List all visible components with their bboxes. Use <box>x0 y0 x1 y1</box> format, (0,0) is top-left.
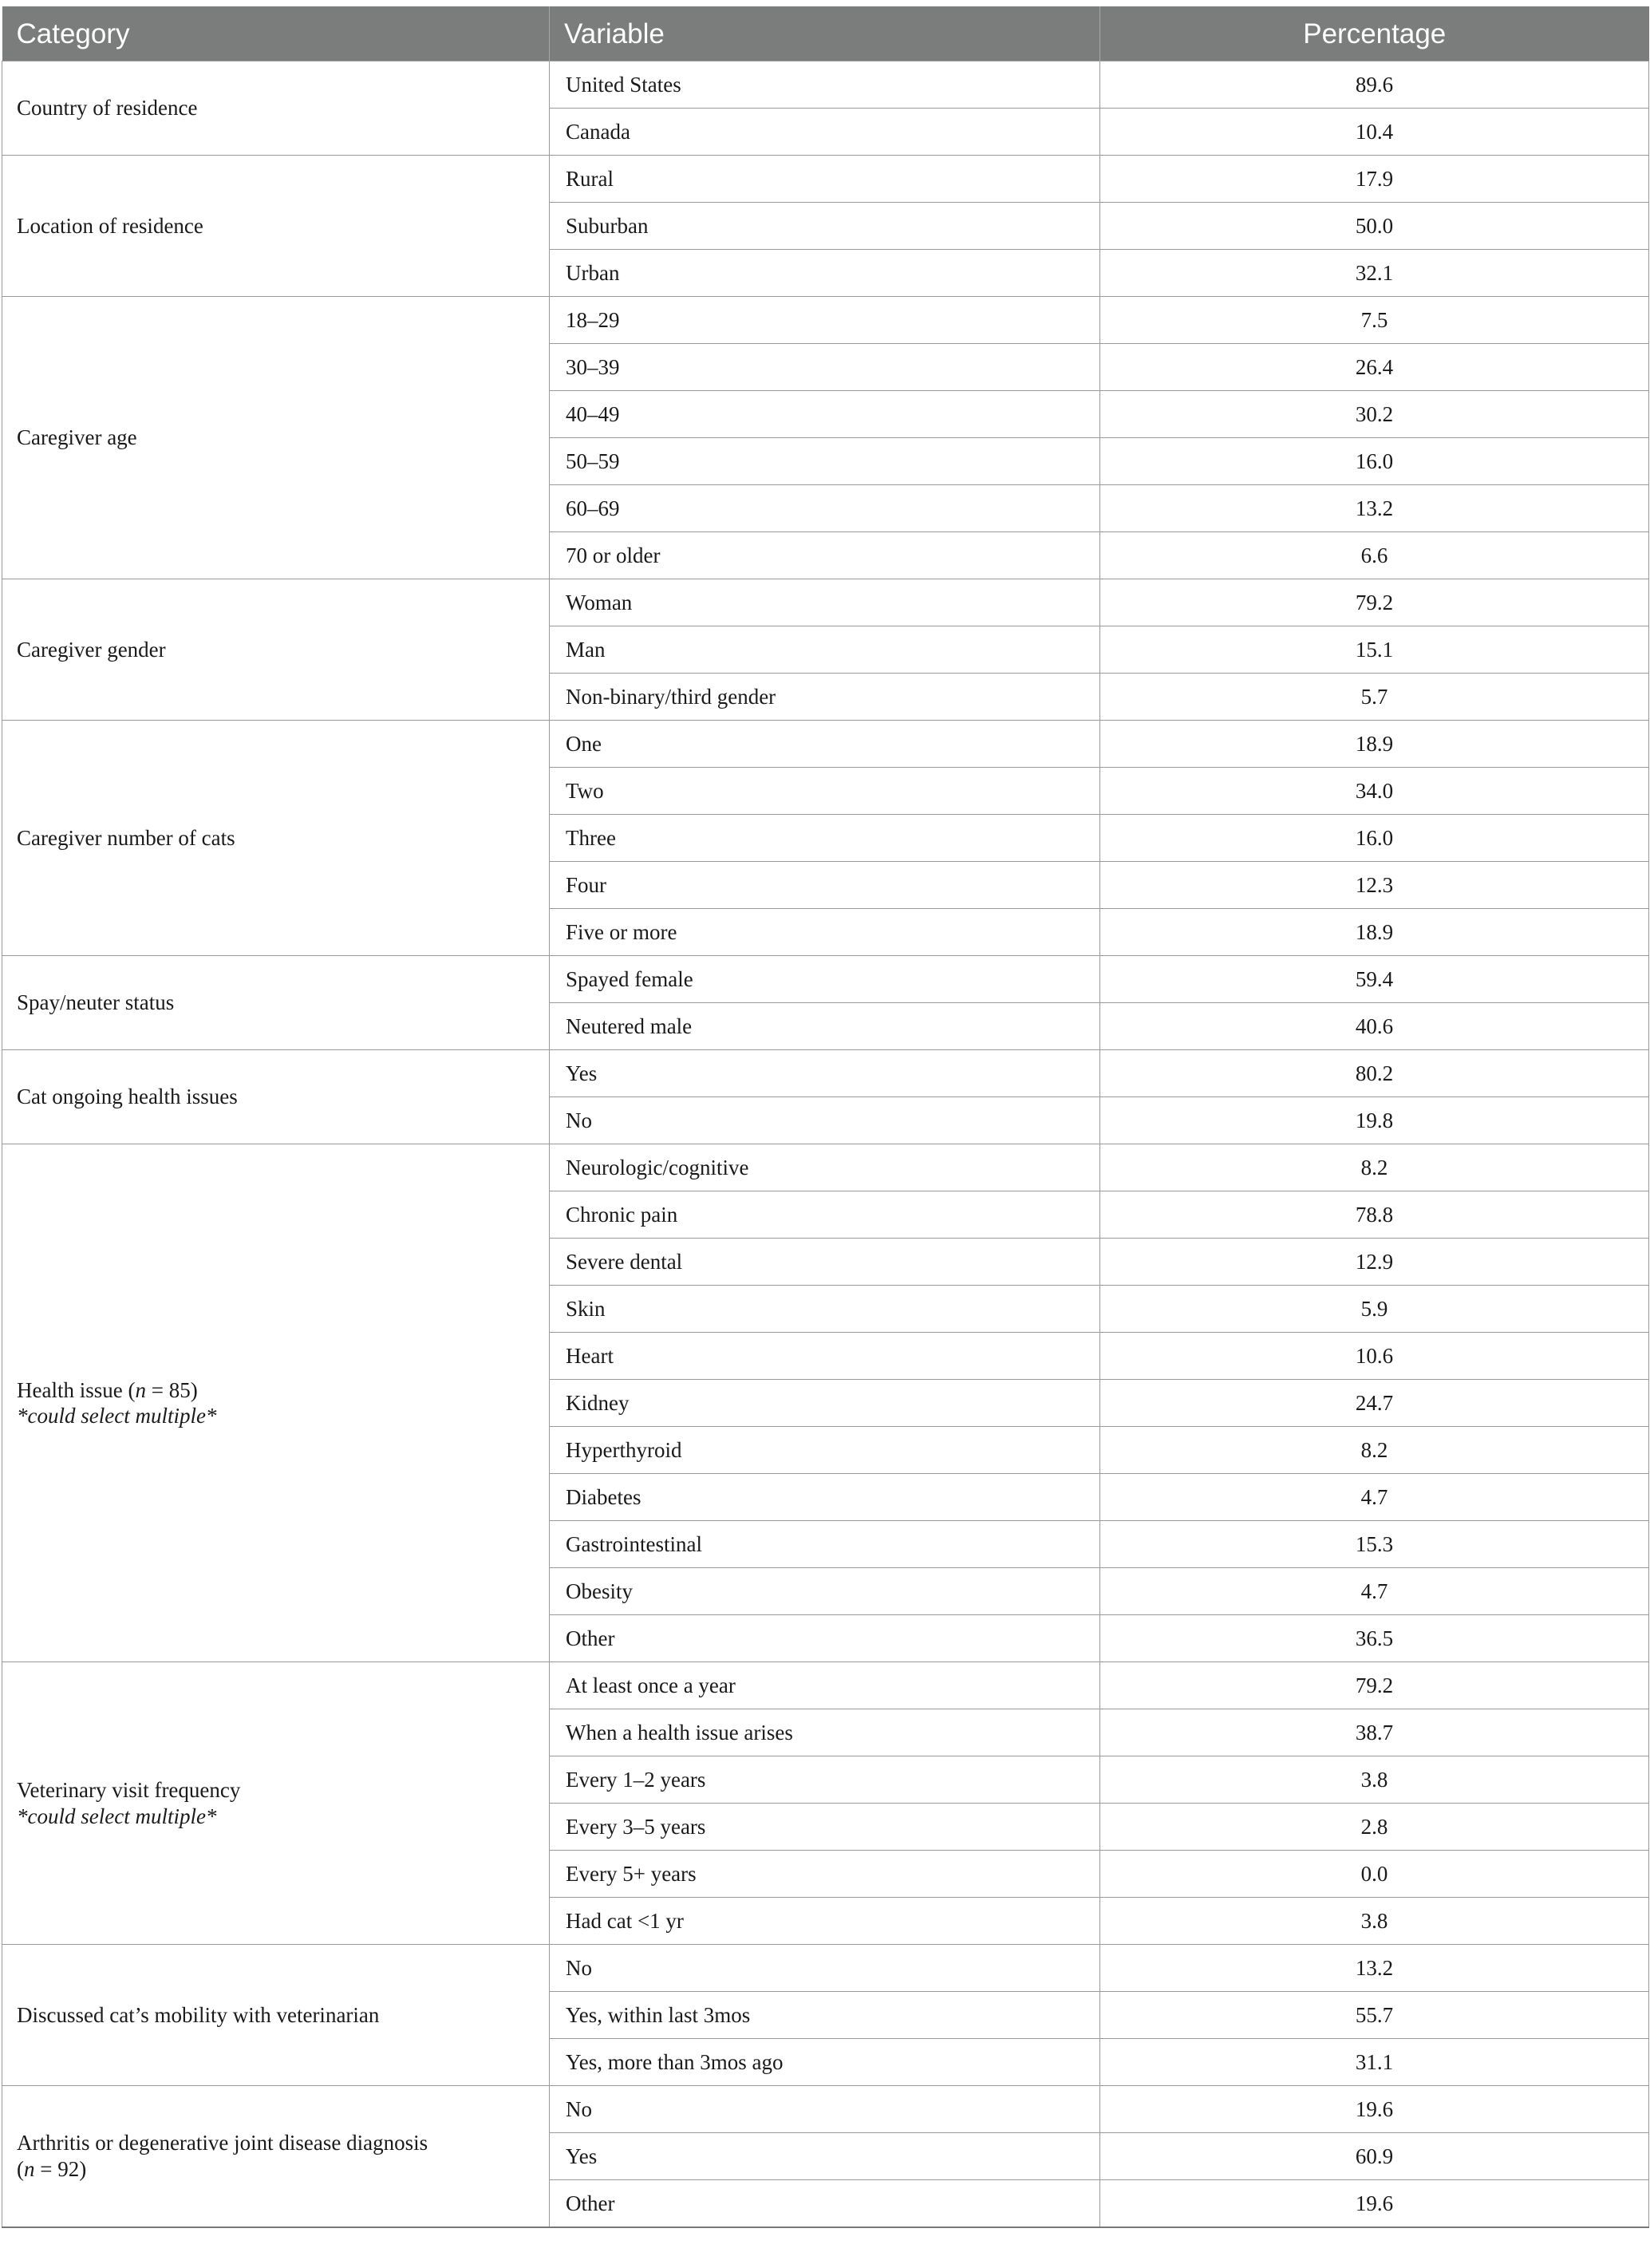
variable-cell: Four <box>550 862 1100 909</box>
variable-cell: Yes <box>550 2133 1100 2180</box>
category-n-value: = 85) <box>145 1377 198 1402</box>
table-row <box>2 721 1649 768</box>
variable-cell: Man <box>550 626 1100 674</box>
percentage-cell: 12.9 <box>1100 1239 1649 1286</box>
variable-cell: Every 1–2 years <box>550 1756 1100 1804</box>
percentage-cell: 34.0 <box>1100 768 1649 815</box>
percentage-cell: 5.7 <box>1100 674 1649 721</box>
variable-cell: Three <box>550 815 1100 862</box>
table-row <box>2 61 1649 109</box>
category-label: Spay/neuter status <box>17 990 175 1015</box>
percentage-cell: 5.9 <box>1100 1286 1649 1333</box>
variable-cell: United States <box>550 61 1100 109</box>
percentage-cell: 2.8 <box>1100 1804 1649 1851</box>
category-cell <box>2 1144 550 1662</box>
variable-cell: Diabetes <box>550 1474 1100 1521</box>
percentage-cell: 26.4 <box>1100 344 1649 391</box>
header-variable: Variable <box>550 7 1100 61</box>
category-cell <box>2 2086 550 2227</box>
percentage-cell: 10.6 <box>1100 1333 1649 1380</box>
category-label: Country of residence <box>17 96 198 121</box>
variable-cell: No <box>550 2086 1100 2133</box>
percentage-cell: 38.7 <box>1100 1709 1649 1756</box>
table-row <box>2 1144 1649 1191</box>
percentage-cell: 8.2 <box>1100 1144 1649 1191</box>
demographics-table <box>2 6 1649 2228</box>
percentage-cell: 24.7 <box>1100 1380 1649 1427</box>
variable-cell: Yes <box>550 1050 1100 1097</box>
variable-cell: Had cat <1 yr <box>550 1898 1100 1945</box>
percentage-cell: 89.6 <box>1100 61 1649 109</box>
variable-cell: No <box>550 1945 1100 1992</box>
percentage-cell: 18.9 <box>1100 721 1649 768</box>
percentage-cell: 55.7 <box>1100 1992 1649 2039</box>
table-header <box>2 7 1649 61</box>
variable-cell: Non-binary/third gender <box>550 674 1100 721</box>
category-n-open: ( <box>17 2156 24 2181</box>
table-row <box>2 297 1649 344</box>
table-row <box>2 1662 1649 1709</box>
variable-cell: Heart <box>550 1333 1100 1380</box>
category-cell <box>2 297 550 579</box>
percentage-cell: 50.0 <box>1100 203 1649 250</box>
category-cell <box>2 1945 550 2086</box>
category-cell <box>2 156 550 297</box>
variable-cell: Skin <box>550 1286 1100 1333</box>
header-percentage: Percentage <box>1100 7 1649 61</box>
variable-cell: Chronic pain <box>550 1191 1100 1239</box>
percentage-cell: 8.2 <box>1100 1427 1649 1474</box>
category-n-value: = 92) <box>34 2156 87 2181</box>
category-cell <box>2 721 550 956</box>
variable-cell: Yes, more than 3mos ago <box>550 2039 1100 2086</box>
variable-cell: Every 5+ years <box>550 1851 1100 1898</box>
variable-cell: Five or more <box>550 909 1100 956</box>
variable-cell: Yes, within last 3mos <box>550 1992 1100 2039</box>
category-cell <box>2 1662 550 1945</box>
header-row <box>2 7 1649 61</box>
category-cell <box>2 1050 550 1144</box>
category-label: Caregiver age <box>17 425 137 450</box>
percentage-cell: 19.8 <box>1100 1097 1649 1144</box>
percentage-cell: 18.9 <box>1100 909 1649 956</box>
variable-cell: Spayed female <box>550 956 1100 1003</box>
variable-cell: Obesity <box>550 1568 1100 1615</box>
variable-cell: 70 or older <box>550 532 1100 579</box>
category-n-symbol: n <box>24 2156 35 2181</box>
category-n-symbol: n <box>135 1377 146 1402</box>
percentage-cell: 78.8 <box>1100 1191 1649 1239</box>
percentage-cell: 0.0 <box>1100 1851 1649 1898</box>
percentage-cell: 80.2 <box>1100 1050 1649 1097</box>
variable-cell: One <box>550 721 1100 768</box>
percentage-cell: 30.2 <box>1100 391 1649 438</box>
variable-cell: Every 3–5 years <box>550 1804 1100 1851</box>
percentage-cell: 16.0 <box>1100 815 1649 862</box>
variable-cell: At least once a year <box>550 1662 1100 1709</box>
variable-cell: 30–39 <box>550 344 1100 391</box>
percentage-cell: 13.2 <box>1100 1945 1649 1992</box>
percentage-cell: 12.3 <box>1100 862 1649 909</box>
table-row <box>2 956 1649 1003</box>
percentage-cell: 10.4 <box>1100 109 1649 156</box>
variable-cell: 50–59 <box>550 438 1100 485</box>
percentage-cell: 59.4 <box>1100 956 1649 1003</box>
percentage-cell: 79.2 <box>1100 1662 1649 1709</box>
category-label: Location of residence <box>17 213 203 238</box>
variable-cell: No <box>550 1097 1100 1144</box>
category-label: Arthritis or degenerative joint disease diagnosis <box>17 2131 428 2155</box>
percentage-cell: 79.2 <box>1100 579 1649 626</box>
percentage-cell: 3.8 <box>1100 1898 1649 1945</box>
variable-cell: When a health issue arises <box>550 1709 1100 1756</box>
variable-cell: Neurologic/cognitive <box>550 1144 1100 1191</box>
variable-cell: Other <box>550 1615 1100 1662</box>
variable-cell: 18–29 <box>550 297 1100 344</box>
percentage-cell: 19.6 <box>1100 2086 1649 2133</box>
table-row <box>2 1945 1649 1992</box>
variable-cell: Other <box>550 2180 1100 2227</box>
category-note: *could select multiple* <box>17 1804 217 1828</box>
percentage-cell: 3.8 <box>1100 1756 1649 1804</box>
variable-cell: Hyperthyroid <box>550 1427 1100 1474</box>
variable-cell: Neutered male <box>550 1003 1100 1050</box>
table-row <box>2 1050 1649 1097</box>
percentage-cell: 15.1 <box>1100 626 1649 674</box>
percentage-cell: 31.1 <box>1100 2039 1649 2086</box>
variable-cell: Gastrointestinal <box>550 1521 1100 1568</box>
category-cell <box>2 61 550 156</box>
table-row <box>2 2086 1649 2133</box>
variable-cell: Canada <box>550 109 1100 156</box>
percentage-cell: 4.7 <box>1100 1474 1649 1521</box>
variable-cell: Urban <box>550 250 1100 297</box>
category-note: *could select multiple* <box>17 1404 217 1428</box>
variable-cell: 60–69 <box>550 485 1100 532</box>
percentage-cell: 40.6 <box>1100 1003 1649 1050</box>
table-row <box>2 579 1649 626</box>
variable-cell: Rural <box>550 156 1100 203</box>
table-body <box>2 61 1649 2227</box>
table-row <box>2 156 1649 203</box>
percentage-cell: 4.7 <box>1100 1568 1649 1615</box>
category-label: Health issue ( <box>17 1377 136 1402</box>
category-cell <box>2 956 550 1050</box>
variable-cell: Two <box>550 768 1100 815</box>
percentage-cell: 16.0 <box>1100 438 1649 485</box>
percentage-cell: 19.6 <box>1100 2180 1649 2227</box>
category-label: Caregiver number of cats <box>17 825 235 850</box>
variable-cell: Severe dental <box>550 1239 1100 1286</box>
percentage-cell: 15.3 <box>1100 1521 1649 1568</box>
category-cell <box>2 579 550 721</box>
category-label: Cat ongoing health issues <box>17 1085 238 1109</box>
percentage-cell: 17.9 <box>1100 156 1649 203</box>
percentage-cell: 36.5 <box>1100 1615 1649 1662</box>
demographics-table-container <box>2 6 1648 2228</box>
header-category: Category <box>2 7 550 61</box>
category-label: Discussed cat’s mobility with veterinarian <box>17 2002 380 2027</box>
variable-cell: 40–49 <box>550 391 1100 438</box>
category-label: Veterinary visit frequency <box>17 1778 241 1803</box>
variable-cell: Kidney <box>550 1380 1100 1427</box>
category-label: Caregiver gender <box>17 637 166 662</box>
percentage-cell: 60.9 <box>1100 2133 1649 2180</box>
variable-cell: Woman <box>550 579 1100 626</box>
percentage-cell: 7.5 <box>1100 297 1649 344</box>
percentage-cell: 6.6 <box>1100 532 1649 579</box>
percentage-cell: 32.1 <box>1100 250 1649 297</box>
percentage-cell: 13.2 <box>1100 485 1649 532</box>
variable-cell: Suburban <box>550 203 1100 250</box>
